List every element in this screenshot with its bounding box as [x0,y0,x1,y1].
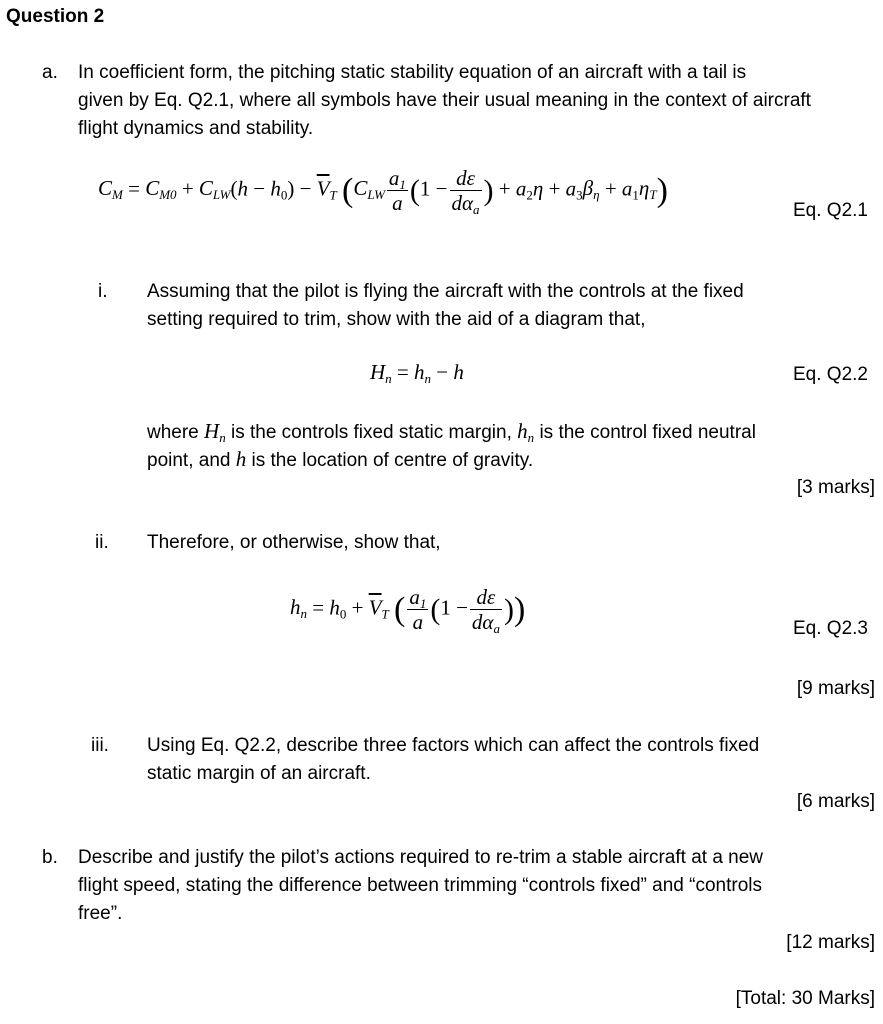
part-b-line-2: flight speed, stating the difference between trimming “controls fixed” and “controls [78,875,762,896]
sub-iii-marker: iii. [91,735,109,756]
sub-iii-line-1: Using Eq. Q2.2, describe three factors which can affect the controls fixed [147,735,760,756]
part-a-line-1: In coefficient form, the pitching static stability equation of an aircraft with a tail is [78,62,747,83]
sub-i-line-2: setting required to trim, show with the aid of a diagram that, [147,309,646,330]
part-a-line-2: given by Eq. Q2.1, where all symbols have their usual meaning in the context of aircraft [78,90,811,111]
part-b-line-1: Describe and justify the pilot’s actions required to re-trim a stable aircraft at a new [78,847,764,868]
eq-q2-2-label: Eq. Q2.2 [793,364,868,385]
sub-ii-line: Therefore, or otherwise, show that, [147,532,441,553]
equation-q2-3: $h_n = h_0 + \overline{V}_T$ ( $\frac{a_1}{a}$ (1 − $\frac{d\varepsilon}{d\alpha_a}$ )) [290,585,526,636]
sub-i-line-1: Assuming that the pilot is flying the aircraft with the controls at the fixed [147,281,744,302]
part-b-marker: b. [42,847,58,868]
part-a-marker: a. [42,62,58,83]
sub-iii-marks: [6 marks] [796,791,875,812]
eq-q2-3-label: Eq. Q2.3 [793,618,868,639]
part-b-line-3: free”. [78,903,123,924]
question-heading: Question 2 [6,6,105,27]
sub-i-where-line-2: point, and h is the location of centre of gravity. [147,447,534,471]
sub-iii-line-2: static margin of an aircraft. [147,763,371,784]
equation-q2-2: $H_n = h_n - h$ [370,360,464,386]
sub-i-marker: i. [98,281,108,302]
sub-i-where-line-1: where $H_n$ is the controls fixed static margin, $h_n$ is the control fixed neutral [147,419,756,445]
sub-ii-marks: [9 marks] [796,678,875,699]
sub-i-marks: [3 marks] [796,477,875,498]
sub-ii-marker: ii. [95,532,109,553]
eq-q2-1-label: Eq. Q2.1 [793,200,868,221]
part-b-marks: [12 marks] [786,932,875,953]
equation-q2-1: $C_M = C_{M0} + C_{LW}(h - h_0) - \overline{V}_T$ ($C_{LW}$ $\frac{a_1}{a}$ (1 − $\frac{d\varepsilon}{d\alpha_a}$ ) + $a_2\eta + a_3\beta_\eta + a_1\eta_T$) [98,166,668,217]
part-a-line-3: flight dynamics and stability. [78,118,314,139]
total-marks: [Total: 30 Marks] [735,988,875,1009]
